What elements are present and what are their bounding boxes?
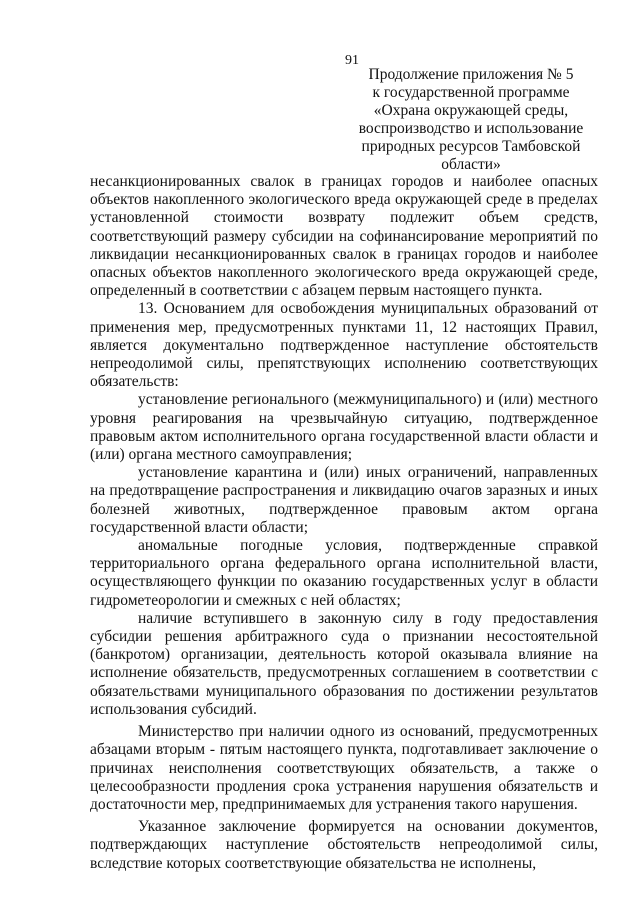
paragraph-quarantine: установление карантина и (или) иных ограничений, направленных на предотвращение распространения и ликвидацию очагов заразных и иных болезней животных, подтвержденное правовым актом органа государственной власти области; [90, 464, 598, 536]
header-line: Продолжение приложения № 5 [368, 66, 574, 83]
page-number: 91 [345, 53, 359, 68]
paragraph-emergency: установление регионального (межмуниципального) и (или) местного уровня реагирования на чрезвычайную ситуацию, подтвержденное правовым актом исполнительного органа государственной власти области и (или) органа местного самоуправления; [90, 391, 598, 464]
header-line: природных ресурсов Тамбовской [361, 138, 581, 155]
header-line: области» [441, 156, 501, 173]
paragraph-clause-13: 13. Основанием для освобождения муниципальных образований от применения мер, предусмотренных пунктами 11, 12 настоящих Правил, является документально подтвержденное наступление обстоятельств непреодолимой силы, препятствующих исполнению соответствующих обязательств: [90, 300, 598, 391]
paragraph-weather: аномальные погодные условия, подтвержденные справкой территориального органа федерального органа исполнительной власти, осуществляющего функции по оказанию государственных услуг в области гидрометеорологии и смежных с ней областях; [90, 537, 598, 609]
paragraph-conclusion: Указанное заключение формируется на основании документов, подтверждающих наступление обстоятельств непреодолимой силы, вследствие которых соответствующие обязательства не исполнены, [90, 818, 598, 872]
appendix-header [355, 66, 587, 174]
paragraph-continuation: несанкционированных свалок в границах городов и наиболее опасных объектов накопленного экологического вреда окружающей среде в пределах установленной стоимости возврату подлежит объем средств, соответствующий размеру субсидии на софинансирование мероприятий по ликвидации несанкционированных свалок в границах городов и наиболее опасных объектов накопленного экологического вреда окружающей среде, определенный в соответствии с абзацем первым настоящего пункта. [90, 173, 598, 300]
header-line: к государственной программе [372, 84, 570, 101]
document-body [90, 173, 598, 873]
header-line: воспроизводство и использование [358, 120, 584, 137]
header-line: «Охрана окружающей среды, [373, 102, 569, 119]
paragraph-ministry: Министерство при наличии одного из оснований, предусмотренных абзацами вторым - пятым настоящего пункта, подготавливает заключение о причинах неисполнения соответствующих обязательств, а также о целесообразности продления срока устранения нарушения обязательств и достаточности мер, предпринимаемых для устранения такого нарушения. [90, 723, 598, 813]
paragraph-bankruptcy: наличие вступившего в законную силу в году предоставления субсидии решения арбитражного суда о признании несостоятельной (банкротом) организации, деятельность которой оказывала влияние на исполнение обязательств, предусмотренных соглашением в соответствии с обязательствами муниципального образования по достижении результатов использования субсидий. [90, 609, 598, 718]
